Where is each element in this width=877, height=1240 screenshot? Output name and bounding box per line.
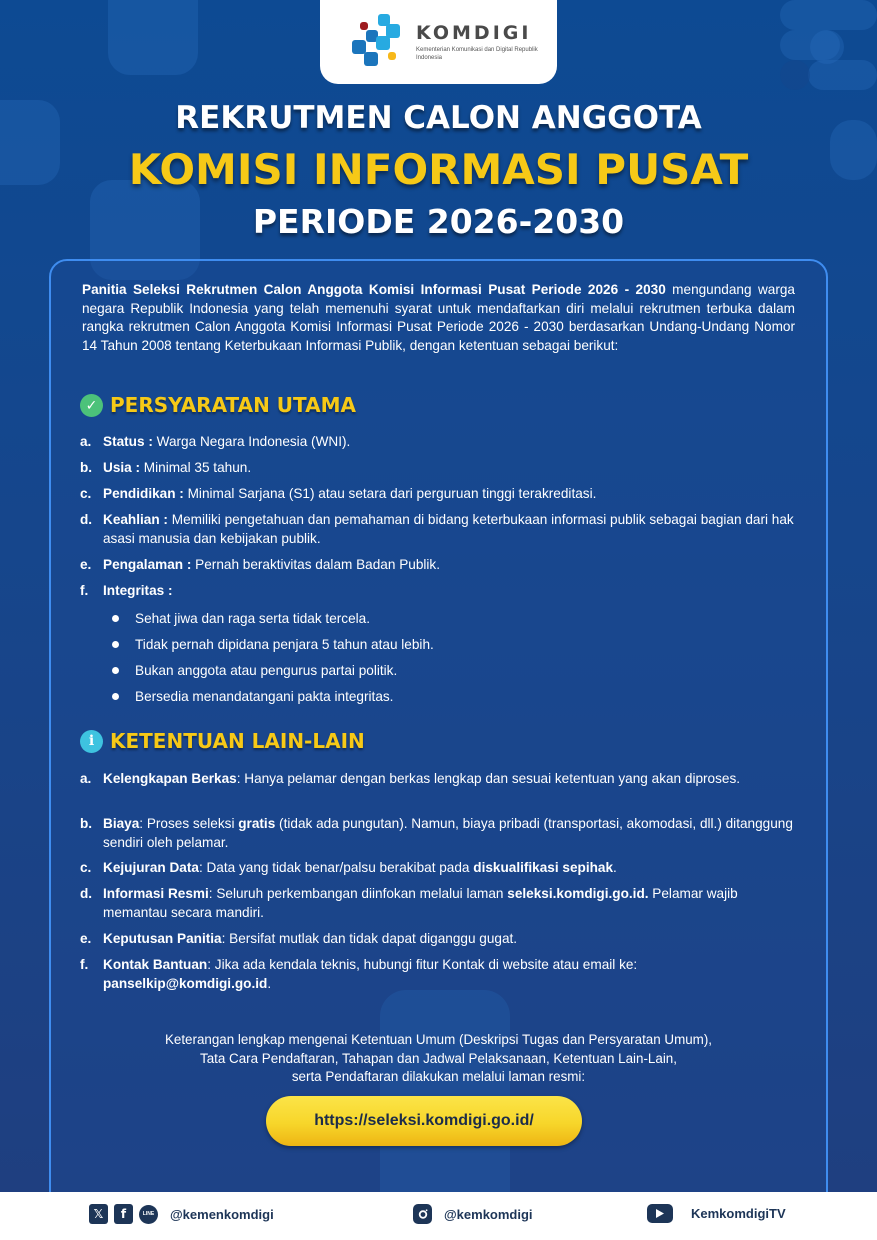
item-label: Kejujuran Data [103,860,199,875]
item-text: Minimal 35 tahun. [140,460,252,475]
item-label: Biaya [103,816,140,831]
item-bold: panselkip@komdigi.go.id [103,976,268,991]
facebook-icon[interactable]: f [114,1204,133,1224]
info-circle-icon: i [80,730,103,753]
item-text: : Data yang tidak benar/palsu berakibat pada [198,860,474,875]
headline-line1: REKRUTMEN CALON ANGGOTA [175,100,702,136]
item-marker: f. [80,583,89,598]
item-label: Informasi Resmi [103,886,209,901]
item-label: Keahlian : [103,512,168,527]
headline-line3: PERIODE 2026-2030 [252,202,625,241]
footer [0,1192,877,1240]
item-text: . [613,860,617,875]
instagram-icon[interactable] [413,1204,432,1224]
item-marker: d. [80,512,93,527]
item-label: Integritas : [103,583,173,598]
youtube-icon[interactable] [647,1204,673,1223]
logo-subtitle: Kementerian Komunikasi dan Digital Republik Indonesia [416,47,538,61]
other-terms-title: KETENTUAN LAIN-LAIN [110,729,365,753]
integrity-text: Bukan anggota atau pengurus partai politik. [135,663,398,678]
bullet-icon [112,641,119,648]
bullet-icon [112,693,119,700]
integrity-point [112,661,397,680]
item-marker: b. [80,816,93,831]
x-icon[interactable]: 𝕏 [89,1204,108,1224]
item-marker: e. [80,931,92,946]
item-text: : Bersifat mutlak dan tidak dapat diganggu gugat. [221,931,518,946]
term-item [80,769,800,788]
headline-line2: KOMISI INFORMASI PUSAT [128,145,749,194]
item-label: Usia : [103,460,141,475]
item-label: Pendidikan : [103,486,184,501]
footer-social-group-1 [89,1204,274,1224]
item-bold: seleksi.komdigi.go.id. [507,886,649,901]
item-text: Warga Negara Indonesia (WNI). [152,434,351,449]
check-circle-icon: ✓ [80,394,103,417]
requirement-item [80,484,800,503]
requirement-item [80,555,800,574]
bullet-icon [112,615,119,622]
closing-line: Tata Cara Pendaftaran, Tahapan dan Jadwal Pelaksanaan, Ketentuan Lain-Lain, [200,1050,677,1066]
integrity-text: Tidak pernah dipidana penjara 5 tahun atau lebih. [135,637,434,652]
integrity-point [112,609,370,628]
item-label: Kontak Bantuan [103,957,208,972]
term-item [80,955,800,993]
footer-handle[interactable]: @kemenkomdigi [170,1206,274,1222]
item-text: . [267,976,272,991]
integrity-point [112,635,434,654]
term-item [80,929,800,948]
footer-handle[interactable]: @kemkomdigi [444,1206,533,1222]
requirement-item [80,458,800,477]
integrity-text: Sehat jiwa dan raga serta tidak tercela. [135,611,371,626]
item-marker: c. [80,486,92,501]
item-marker: b. [80,460,93,475]
item-text: (tidak ada pungutan). Namun, biaya pribadi (transportasi, akomodasi, dll.) ditanggung sendiri oleh pelamar. [103,816,793,850]
logo-card [320,0,557,84]
requirements-header [80,393,356,417]
intro-text: mengundang warga negara Republik Indonesia yang telah memenuhi syarat untuk mendaftarkan diri melalui rekrutmen terbuka dalam rangka rekrutmen Calon Anggota Komisi Informasi Pusat Periode 2026 - 2030 berdasarkan Undang-Undang Nomor 14 Tahun 2008 tentang Keterbukaan Informasi Publik, dengan ketentuan sebagai berikut: [82,282,795,353]
footer-social-group-2 [413,1204,533,1224]
requirement-item [80,510,800,548]
line-icon[interactable]: LINE [139,1205,158,1224]
term-item [80,884,800,922]
item-text: Pelamar wajib memantau secara mandiri. [103,886,738,920]
requirement-item [80,432,800,451]
item-marker: d. [80,886,93,901]
intro-paragraph [82,281,795,355]
item-marker: c. [80,860,92,875]
item-text: : Hanya pelamar dengan berkas lengkap dan sesuai ketentuan yang akan diproses. [236,771,741,786]
item-marker: f. [80,957,89,972]
closing-line: serta Pendaftaran dilakukan melalui laman resmi: [291,1069,586,1085]
item-marker: a. [80,771,92,786]
komdigi-logo-icon [352,14,412,72]
registration-link-button[interactable]: https://seleksi.komdigi.go.id/ [266,1096,582,1146]
closing-note [60,1031,817,1087]
item-text: Memiliki pengetahuan dan pemahaman di bidang keterbukaan informasi publik sebagai bagian dari hak asasi manusia dan kebijakan publik. [103,512,794,546]
item-marker: a. [80,434,92,449]
item-text: : Jika ada kendala teknis, hubungi fitur Kontak di website atau email ke: [207,957,638,972]
term-item [80,858,800,877]
requirements-title: PERSYARATAN UTAMA [110,393,356,417]
logo-wordmark: KOMDIGI [416,22,532,44]
footer-social-group-3 [647,1204,786,1223]
item-bold: diskualifikasi sepihak [473,860,614,875]
item-marker: e. [80,557,92,572]
other-terms-header [80,729,365,753]
footer-handle[interactable]: KemkomdigiTV [691,1206,786,1221]
bullet-icon [112,667,119,674]
item-label: Pengalaman : [103,557,192,572]
integrity-text: Bersedia menandatangani pakta integritas. [135,689,394,704]
item-text: : Seluruh perkembangan diinfokan melalui laman [208,886,508,901]
requirement-item [80,581,800,600]
item-label: Keputusan Panitia [103,931,222,946]
item-label: Kelengkapan Berkas [103,771,237,786]
closing-line: Keterangan lengkap mengenai Ketentuan Umum (Deskripsi Tugas dan Persyaratan Umum), [164,1032,713,1047]
item-label: Status : [103,434,153,449]
item-text: Minimal Sarjana (S1) atau setara dari perguruan tinggi terakreditasi. [183,486,597,501]
integrity-point [112,687,393,706]
item-text: Pernah beraktivitas dalam Badan Publik. [191,557,440,572]
intro-bold: Panitia Seleksi Rekrutmen Calon Anggota Komisi Informasi Pusat Periode 2026 - 2030 [82,282,666,297]
item-text: : Proses seleksi [139,816,239,831]
term-item [80,814,800,852]
item-bold: gratis [238,816,276,831]
